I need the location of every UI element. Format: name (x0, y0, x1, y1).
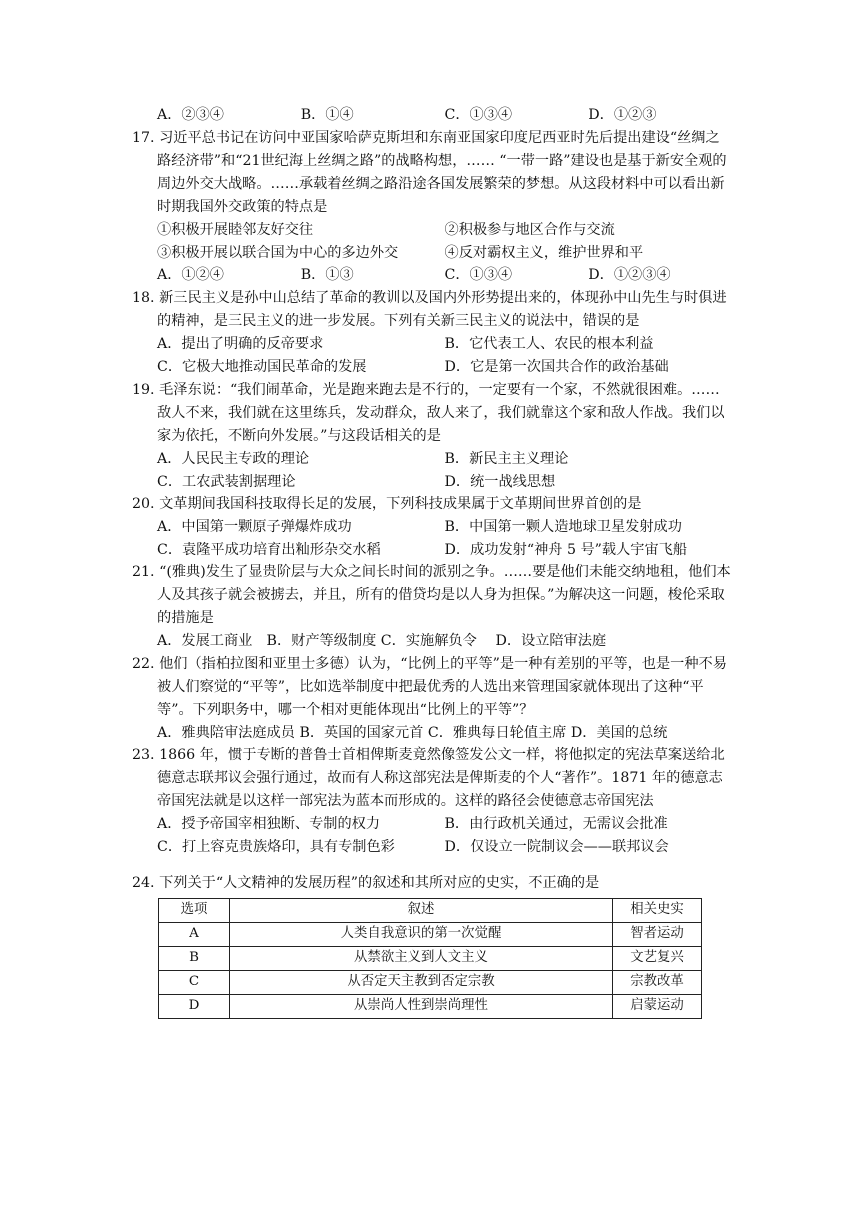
question-20 (132, 493, 732, 562)
question-17 (132, 127, 732, 287)
q18-stem: 18. 新三民主义是孙中山总结了革命的教训以及国内外形势提出来的，体现孙中山先生与时俱进的精神，是三民主义的进一步发展。下列有关新三民主义的说法中，错误的是 (132, 290, 727, 329)
table-cell: A (159, 922, 230, 946)
q17-options (132, 264, 732, 287)
q21-options: A．发展工商业 B．财产等级制度 C．实施解负令 D．设立陪审法庭 (157, 632, 607, 649)
q17-item-4: ④反对霸权主义，维护世界和平 (444, 244, 644, 261)
q23-stem: 23. 1866 年，惯于专断的普鲁士首相俾斯麦竟然像签发公文一样，将他拟定的宪法草案送给北德意志联邦议会强行通过，故而有人称这部宪法是俾斯麦的个人“著作”。1871 年的德意志帝国宪法就是以这样一部宪法为蓝本而形成的。这样的路径会使德意志帝国宪法 (132, 747, 725, 809)
q18-options-row2 (132, 356, 732, 379)
table-cell: C (159, 970, 230, 994)
table-cell: 从禁欲主义到人文主义 (230, 946, 613, 970)
q23-option-b: B．由行政机关通过，无需议会批准 (444, 815, 668, 832)
q20-option-a: A．中国第一颗原子弹爆炸成功 (157, 518, 352, 535)
q18-option-b: B．它代表工人、农民的根本利益 (444, 335, 654, 352)
q17-item-3: ③积极开展以联合国为中心的多边外交 (157, 244, 399, 261)
table-header-row (159, 899, 702, 923)
q19-option-b: B．新民主主义理论 (444, 450, 569, 467)
table-header-option: 选项 (159, 899, 230, 923)
table-row (159, 970, 702, 994)
q18-options-row1 (132, 333, 732, 356)
table-cell: 人类自我意识的第一次觉醒 (230, 922, 613, 946)
question-19 (132, 379, 732, 494)
q20-stem: 20. 文革期间我国科技取得长足的发展，下列科技成果属于文革期间世界首创的是 (132, 496, 642, 512)
table-cell: 文艺复兴 (613, 946, 702, 970)
q18-option-a: A．提出了明确的反帝要求 (157, 335, 324, 352)
table-row (159, 922, 702, 946)
q21-stem: 21. “(雅典)发生了显贵阶层与大众之间长时间的派别之争。……要是他们未能交纳地租，他们本人及其孩子就会被掳去，并且，所有的借贷均是以人身为担保。”为解决这一问题，梭伦采取的措施是 (132, 564, 731, 626)
q17-items-row1 (132, 219, 732, 242)
humanism-table (158, 898, 702, 1019)
q18-option-c: C．它极大地推动国民革命的发展 (157, 358, 367, 375)
q20-option-d: D．成功发射“神舟 5 号”载人宇宙飞船 (444, 541, 688, 558)
q16-option-c: C．①③④ (444, 107, 513, 123)
table-cell: B (159, 946, 230, 970)
q17-option-b: B．①③ (300, 267, 354, 284)
q17-option-c: C．①③④ (444, 267, 513, 284)
q17-items-row2 (132, 242, 732, 265)
q23-option-c: C．打上容克贵族烙印，具有专制色彩 (157, 838, 395, 855)
q19-stem: 19. 毛泽东说：“我们闹革命，光是跑来跑去是不行的，一定要有一个家，不然就很困难。……敌人不来，我们就在这里练兵，发动群众，敌人来了，我们就靠这个家和敌人作战。我们以家为依托，不断向外发展。”与这段话相关的是 (132, 382, 725, 444)
question-22 (132, 653, 732, 745)
q19-options-row2 (132, 471, 732, 494)
question-21 (132, 561, 732, 653)
question-24 (132, 872, 732, 895)
q20-option-b: B．中国第一颗人造地球卫星发射成功 (444, 518, 682, 535)
q17-item-1: ①积极开展睦邻友好交往 (157, 221, 314, 238)
table-cell: D (159, 994, 230, 1018)
table-cell: 从否定天主教到否定宗教 (230, 970, 613, 994)
q23-option-d: D．仅设立一院制议会——联邦议会 (444, 838, 669, 855)
q16-option-b: B．①④ (300, 107, 354, 123)
table-header-narrative: 叙述 (230, 899, 613, 923)
q19-option-d: D．统一战线思想 (444, 473, 556, 490)
question-18 (132, 287, 732, 379)
q20-options-row1 (132, 516, 732, 539)
question-16 (132, 104, 732, 127)
table-cell: 智者运动 (613, 922, 702, 946)
table-cell: 宗教改革 (613, 970, 702, 994)
q22-options: A．雅典陪审法庭成员 B．英国的国家元首 C．雅典每日轮值主席 D．美国的总统 (157, 724, 668, 741)
q17-stem: 17. 习近平总书记在访问中亚国家哈萨克斯坦和东南亚国家印度尼西亚时先后提出建设“丝绸之路经济带”和“21世纪海上丝绸之路”的战略构想，…… “一带一路”建设也是基于新安全观的周边外交大战略。……承载着丝绸之路沿途各国发展繁荣的梦想。从这段材料中可以看出新时期我国外交政策的特点是 (132, 130, 727, 215)
table-header-fact: 相关史实 (613, 899, 702, 923)
table-row (159, 946, 702, 970)
q16-option-d: D．①②③ (588, 107, 657, 123)
q20-option-c: C．袁隆平成功培育出籼形杂交水稻 (157, 541, 381, 558)
q23-options-row2 (132, 836, 732, 859)
q17-item-2: ②积极参与地区合作与交流 (444, 221, 615, 238)
q19-options-row1 (132, 448, 732, 471)
q17-option-a: A．①②④ (157, 267, 224, 284)
table-cell: 启蒙运动 (613, 994, 702, 1018)
q23-option-a: A．授予帝国宰相独断、专制的权力 (157, 815, 381, 832)
q16-options (132, 104, 732, 127)
q22-stem: 22. 他们（指柏拉图和亚里士多德）认为，“比例上的平等”是一种有差别的平等，也是一种不易被人们察觉的“平等”，比如选举制度中把最优秀的人选出来管理国家就体现出了这种“平等”。下列职务中，哪一个相对更能体现出“比例上的平等”？ (132, 656, 727, 718)
q16-option-a: A．②③④ (157, 107, 224, 123)
q18-option-d: D．它是第一次国共合作的政治基础 (444, 358, 669, 375)
question-23 (132, 744, 732, 859)
q24-stem: 24. 下列关于“人文精神的发展历程”的叙述和其所对应的史实，不正确的是 (132, 875, 600, 891)
q23-options-row1 (132, 813, 732, 836)
q19-option-a: A．人民民主专政的理论 (157, 450, 310, 467)
q20-options-row2 (132, 539, 732, 562)
table-cell: 从崇尚人性到崇尚理性 (230, 994, 613, 1018)
table-row (159, 994, 702, 1018)
q17-option-d: D．①②③④ (588, 267, 671, 284)
q19-option-c: C．工农武装割据理论 (157, 473, 296, 490)
